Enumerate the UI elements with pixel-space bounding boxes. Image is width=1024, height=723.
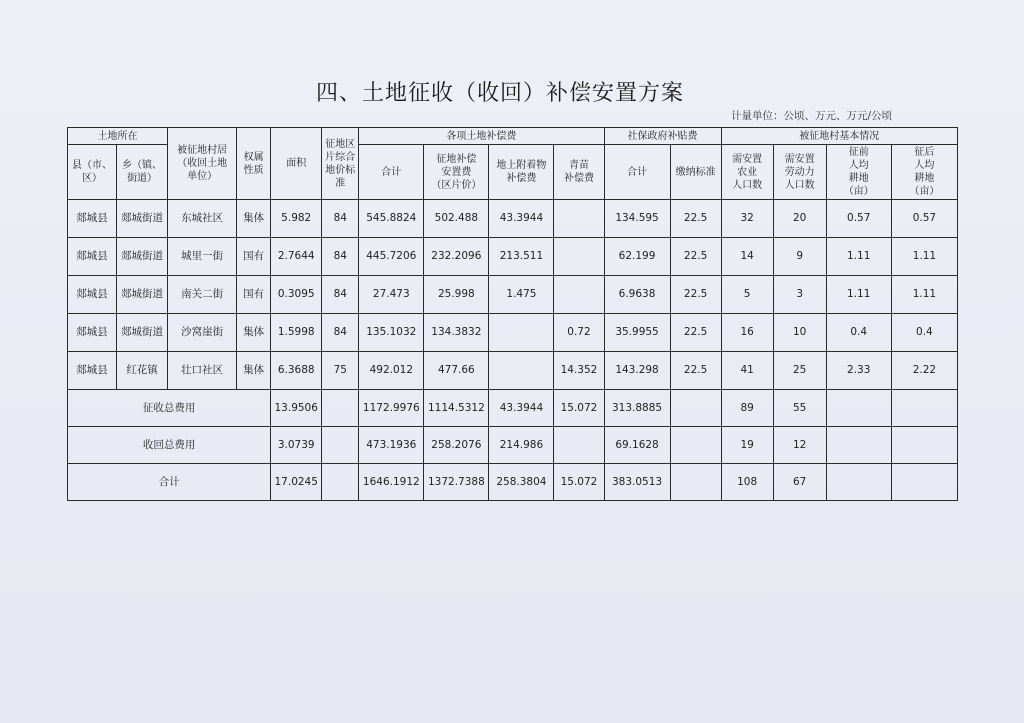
cell-comp-attached: [489, 314, 554, 352]
summary-comp-land: 1114.5312: [424, 390, 489, 427]
cell-after: 1.11: [891, 276, 957, 314]
cell-ownership: 国有: [237, 238, 271, 276]
cell-social-total: 134.595: [604, 200, 670, 238]
summary-comp-total: 473.1936: [359, 427, 424, 464]
cell-price: 84: [322, 238, 359, 276]
cell-comp-total: 492.012: [359, 352, 424, 390]
cell-county: 郯城县: [68, 352, 117, 390]
cell-labor: 3: [773, 276, 826, 314]
summary-before: [826, 464, 891, 501]
header-comp-crop: 青苗 补偿费: [554, 145, 604, 200]
summary-social-std: [670, 427, 721, 464]
summary-comp-total: 1646.1912: [359, 464, 424, 501]
cell-town: 红花镇: [117, 352, 168, 390]
cell-comp-attached: 1.475: [489, 276, 554, 314]
cell-comp-land: 134.3832: [424, 314, 489, 352]
cell-ownership: 集体: [237, 352, 271, 390]
header-social-group: 社保政府补贴费: [604, 128, 721, 145]
summary-before: [826, 427, 891, 464]
header-basic-before: 征前 人均 耕地 （亩）: [826, 145, 891, 200]
cell-after: 0.57: [891, 200, 957, 238]
summary-social-total: 313.8885: [604, 390, 670, 427]
cell-area: 1.5998: [271, 314, 322, 352]
header-basic-labor: 需安置 劳动力 人口数: [773, 145, 826, 200]
summary-label: 收回总费用: [68, 427, 271, 464]
cell-agri: 14: [721, 238, 773, 276]
header-basic-group: 被征地村基本情况: [721, 128, 957, 145]
summary-after: [891, 464, 957, 501]
cell-price: 84: [322, 276, 359, 314]
cell-county: 郯城县: [68, 238, 117, 276]
summary-price: [322, 427, 359, 464]
cell-social-total: 143.298: [604, 352, 670, 390]
cell-area: 6.3688: [271, 352, 322, 390]
header-zone-price: 征地区 片综合 地价标 准: [322, 128, 359, 200]
summary-labor: 55: [773, 390, 826, 427]
table-row: [68, 352, 958, 390]
summary-before: [826, 390, 891, 427]
cell-village: 壮口社区: [168, 352, 237, 390]
cell-comp-total: 545.8824: [359, 200, 424, 238]
header-comp-total: 合计: [359, 145, 424, 200]
compensation-table: [67, 127, 958, 501]
cell-comp-attached: [489, 352, 554, 390]
cell-comp-total: 27.473: [359, 276, 424, 314]
summary-comp-crop: 15.072: [554, 390, 604, 427]
cell-before: 0.57: [826, 200, 891, 238]
summary-price: [322, 390, 359, 427]
cell-town: 郯城街道: [117, 200, 168, 238]
cell-village: 东城社区: [168, 200, 237, 238]
cell-comp-land: 25.998: [424, 276, 489, 314]
cell-county: 郯城县: [68, 276, 117, 314]
summary-comp-crop: [554, 427, 604, 464]
summary-label: 合计: [68, 464, 271, 501]
cell-before: 2.33: [826, 352, 891, 390]
cell-comp-crop: 14.352: [554, 352, 604, 390]
header-comp-attached: 地上附着物 补偿费: [489, 145, 554, 200]
cell-after: 2.22: [891, 352, 957, 390]
cell-before: 0.4: [826, 314, 891, 352]
cell-social-std: 22.5: [670, 238, 721, 276]
header-ownership: 权属 性质: [237, 128, 271, 200]
cell-ownership: 集体: [237, 314, 271, 352]
header-area: 面积: [271, 128, 322, 200]
summary-comp-attached: 258.3804: [489, 464, 554, 501]
table-row: [68, 238, 958, 276]
cell-price: 84: [322, 314, 359, 352]
cell-comp-land: 477.66: [424, 352, 489, 390]
cell-comp-total: 445.7206: [359, 238, 424, 276]
summary-label: 征收总费用: [68, 390, 271, 427]
cell-agri: 41: [721, 352, 773, 390]
cell-social-std: 22.5: [670, 276, 721, 314]
table-row: [68, 276, 958, 314]
summary-labor: 67: [773, 464, 826, 501]
cell-agri: 32: [721, 200, 773, 238]
cell-after: 1.11: [891, 238, 957, 276]
cell-town: 郯城街道: [117, 314, 168, 352]
header-location-group: 土地所在: [68, 128, 168, 145]
header-basic-agri: 需安置 农业 人口数: [721, 145, 773, 200]
cell-before: 1.11: [826, 238, 891, 276]
summary-comp-crop: 15.072: [554, 464, 604, 501]
summary-labor: 12: [773, 427, 826, 464]
summary-after: [891, 427, 957, 464]
header-county: 县（市、 区）: [68, 145, 117, 200]
cell-comp-crop: [554, 276, 604, 314]
cell-county: 郯城县: [68, 314, 117, 352]
header-comp-group: 各项土地补偿费: [359, 128, 604, 145]
summary-comp-attached: 43.3944: [489, 390, 554, 427]
summary-agri: 19: [721, 427, 773, 464]
cell-social-total: 6.9638: [604, 276, 670, 314]
cell-ownership: 国有: [237, 276, 271, 314]
table-row: [68, 314, 958, 352]
summary-social-std: [670, 390, 721, 427]
summary-area: 3.0739: [271, 427, 322, 464]
cell-area: 2.7644: [271, 238, 322, 276]
header-comp-land: 征地补偿 安置费 （区片价）: [424, 145, 489, 200]
cell-labor: 9: [773, 238, 826, 276]
cell-ownership: 集体: [237, 200, 271, 238]
cell-comp-crop: 0.72: [554, 314, 604, 352]
cell-village: 南关二街: [168, 276, 237, 314]
cell-social-total: 62.199: [604, 238, 670, 276]
header-village: 被征地村居 （收回土地 单位）: [168, 128, 237, 200]
header-town: 乡（镇、 街道）: [117, 145, 168, 200]
cell-labor: 10: [773, 314, 826, 352]
cell-price: 84: [322, 200, 359, 238]
summary-area: 13.9506: [271, 390, 322, 427]
cell-area: 0.3095: [271, 276, 322, 314]
cell-village: 城里一街: [168, 238, 237, 276]
summary-agri: 89: [721, 390, 773, 427]
cell-county: 郯城县: [68, 200, 117, 238]
cell-comp-attached: 43.3944: [489, 200, 554, 238]
header-basic-after: 征后 人均 耕地 （亩）: [891, 145, 957, 200]
cell-comp-attached: 213.511: [489, 238, 554, 276]
summary-row: [68, 427, 958, 464]
summary-social-std: [670, 464, 721, 501]
cell-town: 郯城街道: [117, 238, 168, 276]
cell-comp-land: 502.488: [424, 200, 489, 238]
cell-after: 0.4: [891, 314, 957, 352]
summary-agri: 108: [721, 464, 773, 501]
cell-town: 郯城街道: [117, 276, 168, 314]
summary-social-total: 69.1628: [604, 427, 670, 464]
cell-comp-land: 232.2096: [424, 238, 489, 276]
cell-labor: 25: [773, 352, 826, 390]
cell-labor: 20: [773, 200, 826, 238]
summary-after: [891, 390, 957, 427]
cell-comp-crop: [554, 238, 604, 276]
cell-social-std: 22.5: [670, 314, 721, 352]
cell-social-std: 22.5: [670, 200, 721, 238]
cell-social-total: 35.9955: [604, 314, 670, 352]
cell-comp-total: 135.1032: [359, 314, 424, 352]
summary-row: [68, 464, 958, 501]
summary-comp-land: 1372.7388: [424, 464, 489, 501]
summary-row: [68, 390, 958, 427]
header-social-total: 合计: [604, 145, 670, 200]
cell-agri: 16: [721, 314, 773, 352]
summary-area: 17.0245: [271, 464, 322, 501]
page-title: 四、土地征收（收回）补偿安置方案: [315, 81, 684, 106]
cell-comp-crop: [554, 200, 604, 238]
table-row: [68, 200, 958, 238]
summary-social-total: 383.0513: [604, 464, 670, 501]
cell-before: 1.11: [826, 276, 891, 314]
cell-social-std: 22.5: [670, 352, 721, 390]
summary-comp-attached: 214.986: [489, 427, 554, 464]
cell-agri: 5: [721, 276, 773, 314]
unit-note: 计量单位：公顷、万元、万元/公顷: [730, 110, 892, 122]
summary-comp-total: 1172.9976: [359, 390, 424, 427]
header-social-std: 缴纳标准: [670, 145, 721, 200]
summary-comp-land: 258.2076: [424, 427, 489, 464]
cell-area: 5.982: [271, 200, 322, 238]
cell-village: 沙窝崖街: [168, 314, 237, 352]
cell-price: 75: [322, 352, 359, 390]
summary-price: [322, 464, 359, 501]
